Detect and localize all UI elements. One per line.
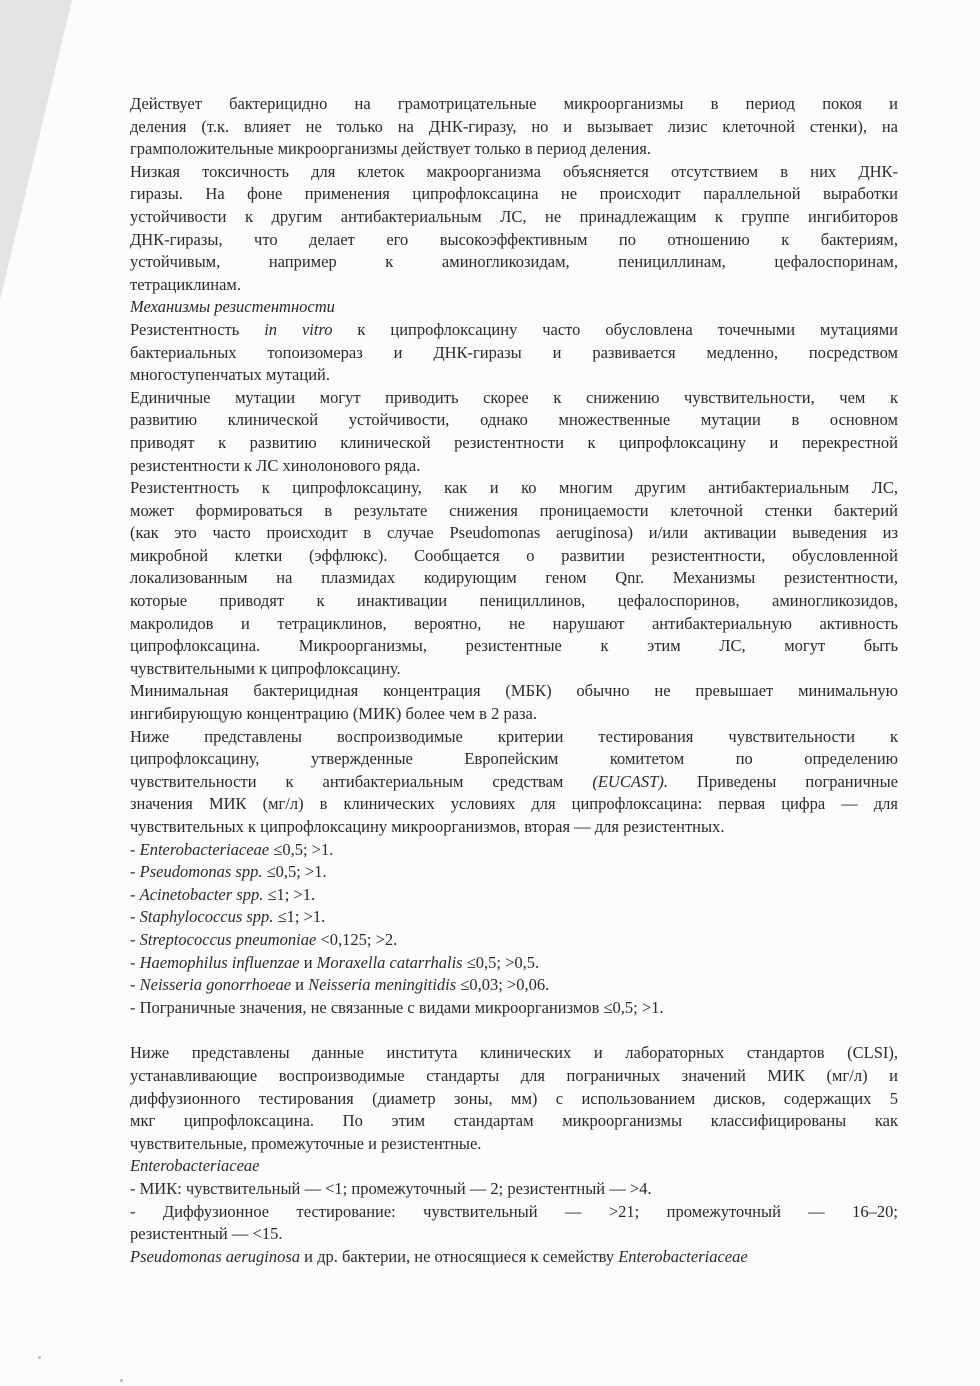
text-line: мкг ципрофлоксацина. По этим стандартам микроорганизмы классифицированы как <box>130 1111 898 1131</box>
breakpoint-item: - Staphylococcus spp. ≤1; >1. <box>130 907 326 927</box>
enterobacteriaceae-heading: Enterobacteriaceae <box>130 1156 260 1176</box>
intro-paragraphs <box>130 93 898 296</box>
resistance-paragraphs <box>130 342 898 771</box>
text-line: локализованным на плазмидах кодирующим геном Qnr. Механизмы резистентности, <box>130 568 898 588</box>
clsi-paragraph <box>130 1042 898 1155</box>
text-line: Ниже представлены данные института клинических и лабораторных стандартов (CLSI), <box>130 1043 898 1063</box>
text-line: (как это часто происходит в случае Pseudomonas aeruginosa) и/или активации выведения из <box>130 523 898 543</box>
paragraph-gap <box>130 1019 898 1042</box>
text-line: ципрофлоксацина. Микроорганизмы, резистентные к этим ЛС, могут быть <box>130 636 898 656</box>
text-line: чувствительные, промежуточные и резистентные. <box>130 1133 482 1153</box>
scan-speck <box>120 1379 123 1382</box>
text-line: бактериальных топоизомераз и ДНК-гиразы и развивается медленно, посредством <box>130 342 898 362</box>
eucast-description <box>130 793 898 838</box>
pseudomonas-heading: Pseudomonas aeruginosa и др. бактерии, не относящиеся к семейству Enterobacteriaceae <box>130 1246 748 1266</box>
breakpoint-item: - Pseudomonas spp. ≤0,5; >1. <box>130 862 327 882</box>
text-line: Единичные мутации могут приводить скорее к снижению чувствительности, чем к <box>130 387 898 407</box>
text-line: которые приводят к инактивации пенициллинов, цефалоспоринов, аминогликозидов, <box>130 591 898 611</box>
text-line: Резистентность к ципрофлоксацину, как и ко многим другим антибактериальным ЛС, <box>130 478 898 498</box>
mic-line: - МИК: чувствительный — <1; промежуточный — 2; резистентный — >4. <box>130 1178 652 1198</box>
resistance-first-line: Резистентность in vitro к ципрофлоксацину часто обусловлена точечными мутациями <box>130 319 898 339</box>
text-line: деления (т.к. влияет не только на ДНК-гиразу, но и вызывает лизис клеточной стенки), на <box>130 116 898 136</box>
scan-speck <box>38 1356 41 1359</box>
breakpoint-item: - Haemophilus influenzae и Moraxella catarrhalis ≤0,5; >0,5. <box>130 952 540 972</box>
text-line: макролидов и тетрациклинов, вероятно, не нарушают антибактериальную активность <box>130 613 898 633</box>
text-line: гиразы. На фоне применения ципрофлоксацина не происходит параллельной выработки <box>130 184 898 204</box>
text-line: значения МИК (мг/л) в клинических условиях для ципрофлоксацина: первая цифра — для <box>130 794 898 814</box>
eucast-breakpoint-list <box>130 839 898 997</box>
text-line: ДНК-гиразы, что делает его высокоэффективным по отношению к бактериям, <box>130 229 898 249</box>
text-line: развитию клинической устойчивости, однако множественные мутации в основном <box>130 410 898 430</box>
diffusion-line-cont: резистентный — <15. <box>130 1224 283 1244</box>
breakpoint-item: - Neisseria gonorrhoeae и Neisseria meningitidis ≤0,03; >0,06. <box>130 975 550 995</box>
text-line: ципрофлоксацину, утвержденные Европейским комитетом по определению <box>130 749 898 769</box>
diffusion-line: - Диффузионное тестирование: чувствительный — >21; промежуточный — 16–20; <box>130 1201 898 1221</box>
document-body <box>130 93 898 1268</box>
text-line: чувствительных к ципрофлоксацину микроорганизмов, вторая — для резистентных. <box>130 817 725 836</box>
text-line: Низкая токсичность для клеток макроорганизма объясняется отсутствием в них ДНК- <box>130 161 898 181</box>
scan-corner-shadow <box>0 0 72 300</box>
text-line: Действует бактерицидно на грамотрицательные микроорганизмы в период покоя и <box>130 94 898 113</box>
text-line: приводят к развитию клинической резистентности к ципрофлоксацину и перекрестной <box>130 432 898 452</box>
text-line: грамположительные микроорганизмы действует только в период деления. <box>130 139 652 159</box>
text-line: микробной клетки (эффлюкс). Сообщается о развитии резистентности, обусловленной <box>130 545 898 565</box>
text-line: Минимальная бактерицидная концентрация (МБК) обычно не превышает минимальную <box>130 681 898 701</box>
breakpoint-nonspecies: - Пограничные значения, не связанные с видами микроорганизмов ≤0,5; >1. <box>130 997 664 1017</box>
text-line: устойчивости к другим антибактериальным ЛС, не принадлежащим к группе ингибиторов <box>130 206 898 226</box>
breakpoint-item: - Acinetobacter spp. ≤1; >1. <box>130 884 316 904</box>
text-line: многоступенчатых мутаций. <box>130 365 330 385</box>
text-line: может формироваться в результате снижения проницаемости клеточной стенки бактерий <box>130 500 898 520</box>
breakpoint-item: - Enterobacteriaceae ≤0,5; >1. <box>130 839 334 859</box>
mechanisms-heading: Механизмы резистентности <box>130 297 335 317</box>
text-line: ингибирующую концентрацию (МИК) более чем в 2 раза. <box>130 704 537 724</box>
text-line: диффузионного тестирования (диаметр зоны, мм) с использованием дисков, содержащих 5 <box>130 1088 898 1108</box>
breakpoint-item: - Streptococcus pneumoniae <0,125; >2. <box>130 929 398 949</box>
text-line: устанавливающие воспроизводимые стандарты для пограничных значений МИК (мг/л) и <box>130 1065 898 1085</box>
text-line: устойчивым, например к аминогликозидам, пенициллинам, цефалоспоринам, <box>130 252 898 272</box>
text-line: тетрациклинам. <box>130 274 241 294</box>
text-line: чувствительными к ципрофлоксацину. <box>130 658 401 678</box>
text-line: Ниже представлены воспроизводимые критерии тестирования чувствительности к <box>130 726 898 746</box>
eucast-line: чувствительности к антибактериальным средствам (EUCAST). Приведены пограничные <box>130 771 898 791</box>
text-line: резистентности к ЛС хинолонового ряда. <box>130 455 421 475</box>
